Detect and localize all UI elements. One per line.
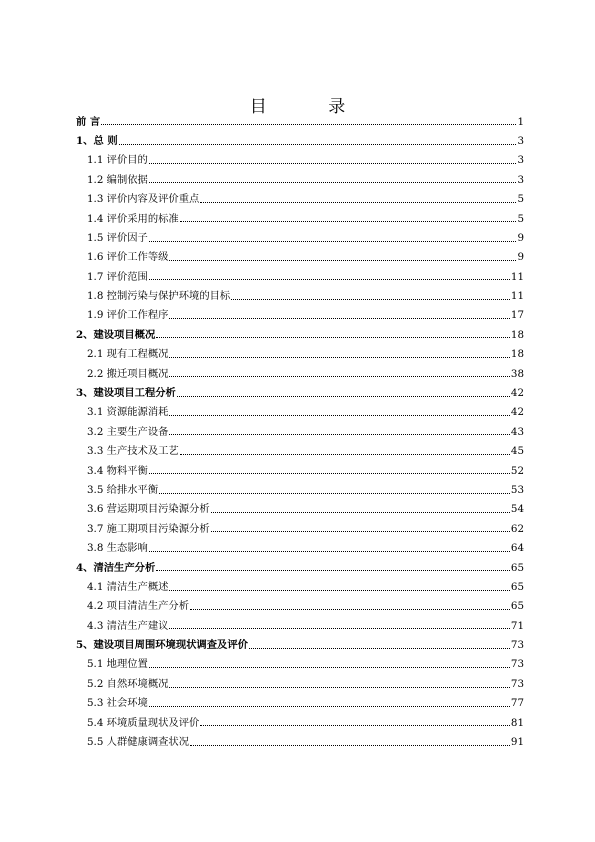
toc-chapter-entry[interactable] bbox=[76, 131, 524, 150]
dot-leader bbox=[119, 144, 517, 145]
toc-section-entry[interactable] bbox=[76, 733, 524, 752]
toc-entry-page-number: 9 bbox=[517, 231, 524, 244]
toc-entry-page-number: 38 bbox=[510, 367, 524, 380]
dot-leader bbox=[190, 609, 510, 610]
dot-leader bbox=[231, 299, 510, 300]
toc-section-entry[interactable] bbox=[76, 480, 524, 499]
toc-section-entry[interactable] bbox=[76, 519, 524, 538]
toc-entry-page-number: 52 bbox=[510, 464, 524, 477]
toc-entry-page-number: 81 bbox=[510, 716, 524, 729]
toc-entry-label: 3.7 施工期项目污染源分析 bbox=[87, 522, 210, 535]
toc-entry-page-number: 1 bbox=[517, 115, 524, 128]
toc-entry-page-number: 53 bbox=[510, 483, 524, 496]
toc-entry-label: 5.3 社会环境 bbox=[87, 697, 148, 710]
toc-entry-page-number: 17 bbox=[510, 309, 524, 322]
toc-entry-label: 3.5 给排水平衡 bbox=[87, 483, 159, 496]
dot-leader bbox=[149, 551, 510, 552]
toc-entry-label: 3.1 资源能源消耗 bbox=[87, 406, 169, 419]
dot-leader bbox=[190, 745, 510, 746]
dot-leader bbox=[169, 434, 509, 435]
toc-entry-label: 5.2 自然环境概况 bbox=[87, 677, 169, 690]
toc-entry-label: 3.3 生产技术及工艺 bbox=[87, 445, 179, 458]
toc-entry-label: 4、清洁生产分析 bbox=[76, 561, 156, 574]
toc-entry-label: 3.6 营运期项目污染源分析 bbox=[87, 503, 210, 516]
toc-section-entry[interactable] bbox=[76, 442, 524, 461]
toc-entry-page-number: 73 bbox=[510, 639, 524, 652]
toc-section-entry[interactable] bbox=[76, 539, 524, 558]
toc-section-entry[interactable] bbox=[76, 287, 524, 306]
dot-leader bbox=[149, 241, 517, 242]
toc-section-entry[interactable] bbox=[76, 345, 524, 364]
toc-section-entry[interactable] bbox=[76, 267, 524, 286]
toc-entry-page-number: 43 bbox=[510, 425, 524, 438]
toc-entry-label: 1.6 评价工作等级 bbox=[87, 251, 169, 264]
dot-leader bbox=[177, 396, 510, 397]
toc-entry-label: 1.3 评价内容及评价重点 bbox=[87, 193, 200, 206]
dot-leader bbox=[149, 279, 510, 280]
toc-entry-page-number: 65 bbox=[510, 600, 524, 613]
dot-leader bbox=[180, 221, 517, 222]
dot-leader bbox=[149, 667, 510, 668]
toc-section-entry[interactable] bbox=[76, 422, 524, 441]
toc-entry-label: 1.7 评价范围 bbox=[87, 270, 148, 283]
toc-entry-label: 1.9 评价工作程序 bbox=[87, 309, 169, 322]
toc-section-entry[interactable] bbox=[76, 306, 524, 325]
toc-section-entry[interactable] bbox=[76, 190, 524, 209]
toc-entry-label: 1.5 评价因子 bbox=[87, 231, 148, 244]
toc-entry-page-number: 5 bbox=[517, 212, 524, 225]
toc-section-entry[interactable] bbox=[76, 248, 524, 267]
toc-entry-label: 5、建设项目周围环境现状调查及评价 bbox=[76, 639, 248, 652]
dot-leader bbox=[169, 376, 509, 377]
toc-chapter-entry[interactable] bbox=[76, 383, 524, 402]
toc-entry-label: 3.2 主要生产设备 bbox=[87, 425, 169, 438]
toc-section-entry[interactable] bbox=[76, 500, 524, 519]
toc-section-entry[interactable] bbox=[76, 170, 524, 189]
toc-entry-page-number: 45 bbox=[510, 445, 524, 458]
dot-leader bbox=[169, 590, 509, 591]
toc-entry-page-number: 3 bbox=[517, 173, 524, 186]
toc-section-entry[interactable] bbox=[76, 616, 524, 635]
dot-leader bbox=[169, 318, 509, 319]
dot-leader bbox=[169, 628, 509, 629]
dot-leader bbox=[169, 687, 509, 688]
toc-entry-label: 1.2 编制依据 bbox=[87, 173, 148, 186]
toc-entry-page-number: 73 bbox=[510, 658, 524, 671]
toc-entry-label: 5.5 人群健康调查状况 bbox=[87, 736, 190, 749]
toc-entry-label: 1.1 评价目的 bbox=[87, 154, 148, 167]
toc-entry-page-number: 11 bbox=[510, 290, 524, 303]
dot-leader bbox=[200, 725, 510, 726]
dot-leader bbox=[211, 531, 510, 532]
toc-entry-label: 4.2 项目清洁生产分析 bbox=[87, 600, 190, 613]
toc-entry-page-number: 71 bbox=[510, 619, 524, 632]
toc-entry-label: 前 言 bbox=[76, 115, 101, 128]
dot-leader bbox=[149, 473, 510, 474]
toc-entry-label: 4.1 清洁生产概述 bbox=[87, 580, 169, 593]
toc-section-entry[interactable] bbox=[76, 597, 524, 616]
toc-section-entry[interactable] bbox=[76, 713, 524, 732]
toc-entry-page-number: 65 bbox=[510, 580, 524, 593]
toc-entry-page-number: 3 bbox=[517, 154, 524, 167]
dot-leader bbox=[180, 454, 510, 455]
toc-entry-page-number: 65 bbox=[510, 561, 524, 574]
toc-entry-label: 1.8 控制污染与保护环境的目标 bbox=[87, 290, 231, 303]
dot-leader bbox=[211, 512, 510, 513]
toc-entry-page-number: 42 bbox=[510, 406, 524, 419]
toc-entry-page-number: 11 bbox=[510, 270, 524, 283]
toc-entry-page-number: 54 bbox=[510, 503, 524, 516]
toc-entry-page-number: 18 bbox=[510, 328, 524, 341]
dot-leader bbox=[249, 648, 510, 649]
toc-entry-page-number: 18 bbox=[510, 348, 524, 361]
toc-entry-page-number: 3 bbox=[517, 134, 524, 147]
dot-leader bbox=[156, 337, 510, 338]
toc-entry-label: 4.3 清洁生产建议 bbox=[87, 619, 169, 632]
toc-section-entry[interactable] bbox=[76, 655, 524, 674]
dot-leader bbox=[156, 570, 510, 571]
dot-leader bbox=[169, 415, 509, 416]
toc-entry-page-number: 64 bbox=[510, 542, 524, 555]
dot-leader bbox=[149, 182, 517, 183]
toc-section-entry[interactable] bbox=[76, 403, 524, 422]
toc-entry-label: 5.1 地理位置 bbox=[87, 658, 148, 671]
table-of-contents bbox=[76, 112, 524, 752]
dot-leader bbox=[149, 706, 510, 707]
toc-entry-page-number: 73 bbox=[510, 677, 524, 690]
toc-entry-label: 2、建设项目概况 bbox=[76, 328, 156, 341]
dot-leader bbox=[200, 202, 516, 203]
toc-entry-label: 2.2 搬迁项目概况 bbox=[87, 367, 169, 380]
toc-entry-page-number: 91 bbox=[510, 736, 524, 749]
toc-entry-page-number: 77 bbox=[510, 697, 524, 710]
toc-title: 目 录 bbox=[249, 97, 374, 117]
dot-leader bbox=[169, 357, 509, 358]
dot-leader bbox=[101, 124, 516, 125]
toc-section-entry[interactable] bbox=[76, 674, 524, 693]
toc-section-entry[interactable] bbox=[76, 151, 524, 170]
dot-leader bbox=[169, 260, 516, 261]
toc-entry-label: 5.4 环境质量现状及评价 bbox=[87, 716, 200, 729]
toc-section-entry[interactable] bbox=[76, 577, 524, 596]
toc-entry-label: 1.4 评价采用的标准 bbox=[87, 212, 179, 225]
toc-entry-page-number: 62 bbox=[510, 522, 524, 535]
toc-entry-label: 3.8 生态影响 bbox=[87, 542, 148, 555]
toc-chapter-entry[interactable] bbox=[76, 636, 524, 655]
toc-entry-page-number: 9 bbox=[517, 251, 524, 264]
toc-entry-label: 2.1 现有工程概况 bbox=[87, 348, 169, 361]
toc-section-entry[interactable] bbox=[76, 228, 524, 247]
toc-section-entry[interactable] bbox=[76, 209, 524, 228]
toc-entry-page-number: 42 bbox=[510, 387, 524, 400]
toc-section-entry[interactable] bbox=[76, 364, 524, 383]
toc-entry-label: 3、建设项目工程分析 bbox=[76, 387, 176, 400]
toc-chapter-entry[interactable] bbox=[76, 558, 524, 577]
toc-chapter-entry[interactable] bbox=[76, 112, 524, 131]
toc-chapter-entry[interactable] bbox=[76, 325, 524, 344]
toc-section-entry[interactable] bbox=[76, 461, 524, 480]
toc-section-entry[interactable] bbox=[76, 694, 524, 713]
toc-entry-page-number: 5 bbox=[517, 193, 524, 206]
toc-entry-label: 3.4 物料平衡 bbox=[87, 464, 148, 477]
dot-leader bbox=[159, 493, 510, 494]
dot-leader bbox=[149, 163, 517, 164]
toc-entry-label: 1、总 则 bbox=[76, 134, 118, 147]
